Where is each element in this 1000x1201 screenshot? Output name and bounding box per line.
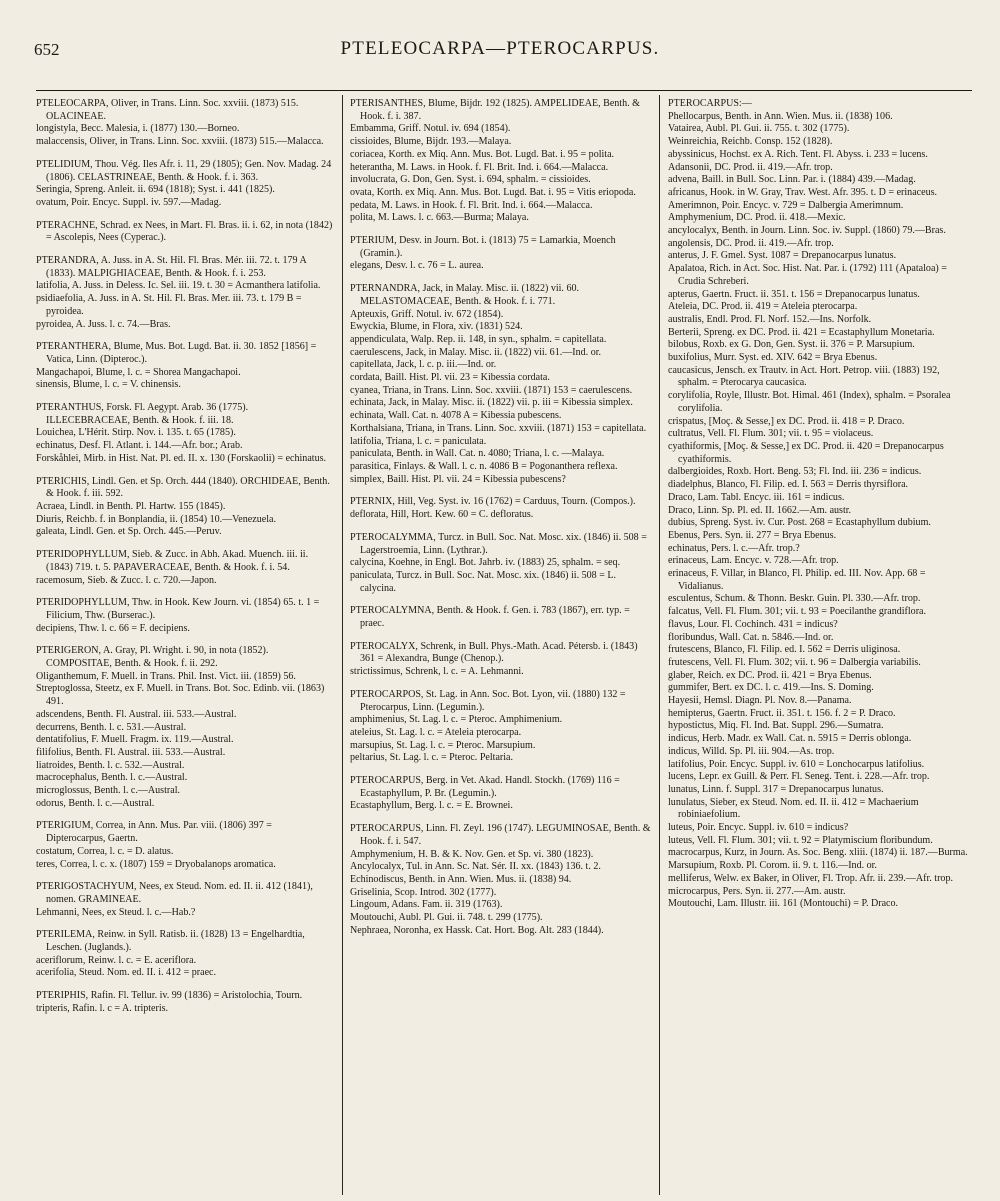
entry-heading: PTERIGIUM, Correa, in Ann. Mus. Par. viii. (1806) 397 = Dipterocarpus, Gaertn. [36, 820, 272, 845]
entry-heading: PTERIDOPHYLLUM, Sieb. & Zucc. in Abh. Akad. Muench. iii. ii. (1843) 719. t. 5. PAPAVERACEAE, Benth. & Hook. f. i. 54. [36, 549, 309, 573]
entry-line: paniculata, Turcz. in Bull. Soc. Nat. Mosc. xix. (1846) ii. 508 = L. calycina. [350, 569, 617, 594]
entry-heading: PTEROCARPUS, Berg. in Vet. Akad. Handl. Stockh. (1769) 116 = Ecastaphyllum, P. Br. (Legumin.). [350, 775, 620, 799]
entry-heading: PTERIGERON, A. Gray, Pl. Wright. i. 90, in nota (1852). COMPOSITAE, Benth. & Hook. f. ii. 292. [36, 645, 269, 670]
dictionary-entry [36, 929, 333, 980]
entry-line: Phellocarpus, Benth. in Ann. Wien. Mus. ii. (1838) 106. [668, 110, 893, 122]
entry-heading: PTERANTHUS, Forsk. Fl. Aegypt. Arab. 36 (1775). ILLECEBRACEAE, Benth. & Hook. f. iii. 18. [36, 402, 249, 426]
entry-line: glaber, Reich. ex DC. Prod. ii. 421 = Brya Ebenus. [668, 669, 872, 681]
entry-line: Draco, Lam. Tabl. Encyc. iii. 161 = indicus. [668, 491, 845, 503]
entry-line: malaccensis, Oliver, in Trans. Linn. Soc. xxviii. (1873) 515.—Malacca. [36, 136, 324, 148]
dictionary-entry [668, 98, 972, 911]
entry-heading: PTELIDIUM, Thou. Vég. Iles Afr. i. 11, 29 (1805); Gen. Nov. Madag. 24 (1806). CELASTRINEAE, Benth. & Hook. f. i. 363. [36, 158, 332, 183]
entry-line: angolensis, DC. Prod. ii. 419.—Afr. trop. [668, 237, 834, 249]
dictionary-entry [36, 549, 333, 587]
entry-line: echinata, Wall. Cat. n. 4078 A = Kibessia pubescens. [350, 410, 562, 422]
entry-line: echinatus, Desf. Fl. Atlant. i. 144.—Afr. bor.; Arab. [36, 440, 243, 452]
entry-line: Griselinia, Scop. Introd. 302 (1777). [350, 886, 497, 898]
entry-heading: PTERIPHIS, Rafin. Fl. Tellur. iv. 99 (1836) = Aristolochia, Tourn. [36, 990, 303, 1002]
entry-line: aceriflorum, Reinw. l. c. = E. aceriflora. [36, 954, 197, 966]
dictionary-entry [350, 641, 652, 679]
entry-line: lunatus, Linn. f. Suppl. 317 = Drepanocarpus lunatus. [668, 783, 884, 795]
entry-line: elegans, Desv. l. c. 76 = L. aurea. [350, 260, 484, 272]
dictionary-entry [36, 820, 333, 871]
entry-line: echinata, Jack, in Malay. Misc. ii. (1822) vii. p. iii = Kibessia simplex. [350, 397, 633, 409]
entry-line: Embamma, Griff. Notul. iv. 694 (1854). [350, 123, 511, 135]
entry-line: polita, M. Laws. l. c. 663.—Burma; Malaya. [350, 212, 529, 224]
entry-line: Moutouchi, Lam. Illustr. iii. 161 (Montouchi) = P. Draco. [668, 898, 899, 910]
entry-line: pyroidea, A. Juss. l. c. 74.—Bras. [36, 318, 171, 330]
entry-line: microcarpus, Pers. Syn. ii. 277.—Am. austr. [668, 885, 846, 897]
entry-line: Lehmanni, Nees, ex Steud. l. c.—Hab.? [36, 906, 196, 918]
dictionary-entry [36, 597, 333, 635]
entry-line: Moutouchi, Aubl. Pl. Gui. ii. 748. t. 299 (1775). [350, 912, 543, 924]
entry-line: odorus, Benth. l. c.—Austral. [36, 797, 155, 809]
entry-line: parasitica, Finlays. & Wall. l. c. n. 4086 B = Pogonanthera reflexa. [350, 460, 618, 472]
entry-line: flavus, Lour. Fl. Cochinch. 431 = indicus? [668, 618, 838, 630]
entry-line: Ewyckia, Blume, in Flora, xiv. (1831) 524. [350, 321, 523, 333]
entry-line: Lingoum, Adans. Fam. ii. 319 (1763). [350, 899, 503, 911]
entry-line: amphimenius, St. Lag. l. c. = Pteroc. Amphimenium. [350, 714, 563, 726]
entry-line: lunulatus, Sieber, ex Steud. Nom. ed. II. ii. 412 = Machaerium robiniaefolium. [668, 796, 919, 821]
dictionary-entry [36, 476, 333, 540]
entry-line: Oliganthemum, F. Muell. in Trans. Phil. Inst. Vict. iii. (1859) 56. [36, 670, 296, 682]
entry-line: racemosum, Sieb. & Zucc. l. c. 720.—Japon. [36, 574, 217, 586]
column-divider-2 [659, 95, 660, 1195]
dictionary-entry [36, 645, 333, 810]
entry-heading: PTERANTHERA, Blume, Mus. Bot. Lugd. Bat. ii. 30. 1852 [1856] = Vatica, Linn. (Dipteroc.). [36, 341, 317, 365]
entry-line: macrocarpus, Kurz, in Journ. As. Soc. Beng. xliii. (1874) ii. 187.—Burma. [668, 847, 968, 859]
entry-line: involucrata, G. Don, Gen. Syst. i. 694, sphalm. = cissioides. [350, 174, 591, 186]
entry-line: strictissimus, Schrenk, l. c. = A. Lehmanni. [350, 666, 524, 678]
entry-line: dentatifolius, F. Muell. Fragm. ix. 119.—Austral. [36, 734, 234, 746]
entry-line: bilobus, Roxb. ex G. Don, Gen. Syst. ii. 376 = P. Marsupium. [668, 339, 915, 351]
dictionary-entry [36, 990, 333, 1015]
dictionary-entry [350, 235, 652, 273]
entry-line: liatroides, Benth. l. c. 532.—Austral. [36, 759, 185, 771]
entry-line: Korthalsiana, Triana, in Trans. Linn. Soc. xxviii. (1871) 153 = capitellata. [350, 422, 647, 434]
entry-heading: PTERNANDRA, Jack, in Malay. Misc. ii. (1822) vii. 60. MELASTOMACEAE, Benth. & Hook. f. i. 771. [350, 283, 580, 307]
entry-line: falcatus, Vell. Fl. Flum. 301; vii. t. 93 = Poecilanthe grandiflora. [668, 606, 927, 618]
entry-heading: PTERANDRA, A. Juss. in A. St. Hil. Fl. Bras. Mér. iii. 72. t. 179 A (1833). MALPIGHIACEAE, Benth. & Hook. f. i. 253. [36, 255, 307, 279]
entry-line: Louichea, L'Hérit. Stirp. Nov. i. 135. t. 65 (1785). [36, 427, 236, 439]
entry-heading: PTERILEMA, Reinw. in Syll. Ratisb. ii. (1828) 13 = Engelhardtia, Leschen. (Juglands.). [36, 929, 305, 954]
running-head: PTELEOCARPA—PTEROCARPUS. [340, 38, 660, 59]
entry-line: coriacea, Korth. ex Miq. Ann. Mus. Bot. Lugd. Bat. i. 95 = polita. [350, 148, 615, 160]
entry-line: cyathiformis, [Moç. & Sesse,] ex DC. Prod. ii. 420 = Drepanocarpus cyathiformis. [668, 440, 944, 465]
entry-line: pedata, M. Laws. in Hook. f. Fl. Brit. Ind. i. 664.—Malacca. [350, 199, 593, 211]
entry-line: Diuris, Reichb. f. in Bonplandia, ii. (1854) 10.—Venezuela. [36, 513, 276, 525]
entry-line: latifolius, Poir. Encyc. Suppl. iv. 610 = Lonchocarpus latifolius. [668, 758, 925, 770]
entry-line: indicus, Herb. Madr. ex Wall. Cat. n. 5915 = Derris oblonga. [668, 733, 912, 745]
entry-line: melliferus, Welw. ex Baker, in Oliver, Fl. Trop. Afr. ii. 239.—Afr. trop. [668, 872, 953, 884]
dictionary-entry [350, 98, 652, 225]
entry-line: esculentus, Schum. & Thonn. Beskr. Guin. Pl. 330.—Afr. trop. [668, 593, 921, 605]
page-number: 652 [34, 40, 60, 59]
entry-line: galeata, Lindl. Gen. et Sp. Orch. 445.—Peruv. [36, 526, 222, 538]
entry-line: Streptoglossa, Steetz, ex F. Muell. in Trans. Bot. Soc. Edinb. vii. (1863) 491. [36, 683, 325, 708]
entry-line: cordata, Baill. Hist. Pl. vii. 23 = Kibessia cordata. [350, 372, 550, 384]
entry-line: dalbergioides, Roxb. Hort. Beng. 53; Fl. Ind. iii. 236 = indicus. [668, 466, 922, 478]
entry-heading: PTEROCALYMNA, Benth. & Hook. f. Gen. i. 783 (1867), err. typ. = praec. [350, 605, 630, 630]
entry-line: simplex, Baill. Hist. Pl. vii. 24 = Kibessia pubescens? [350, 473, 566, 485]
column-2 [350, 98, 652, 1196]
entry-line: Seringia, Spreng. Anleit. ii. 694 (1818); Syst. i. 441 (1825). [36, 184, 275, 196]
entry-line: adscendens, Benth. Fl. Austral. iii. 533.—Austral. [36, 708, 237, 720]
entry-line: decurrens, Benth. l. c. 531.—Austral. [36, 721, 187, 733]
entry-line: heterantha, M. Laws. in Hook. f. Fl. Brit. Ind. i. 664.—Malacca. [350, 161, 609, 173]
header-rule [36, 90, 972, 91]
entry-line: Apteuxis, Griff. Notul. iv. 672 (1854). [350, 308, 504, 320]
entry-line: appendiculata, Walp. Rep. ii. 148, in syn., sphalm. = capitellata. [350, 333, 607, 345]
entry-line: costatum, Correa, l. c. = D. alatus. [36, 845, 174, 857]
entry-line: Adansonii, DC. Prod. ii. 419.—Afr. trop. [668, 161, 833, 173]
entry-line: Amphymenium, H. B. & K. Nov. Gen. et Sp. vi. 380 (1823). [350, 848, 594, 860]
entry-line: Hayesii, Hemsl. Diagn. Pl. Nov. 8.—Panama. [668, 695, 852, 707]
entry-line: psidiaefolia, A. Juss. in A. St. Hil. Fl. Bras. Mer. iii. 73. t. 179 B = pyroidea. [36, 293, 302, 317]
entry-line: apterus, Gaertn. Fruct. ii. 351. t. 156 = Drepanocarpus lunatus. [668, 288, 920, 300]
entry-heading: PTEROCALYX, Schrenk, in Bull. Phys.-Math. Acad. Pétersb. i. (1843) 361 = Alexandra, Bunge (Chenop.). [350, 640, 638, 665]
entry-line: longistyla, Becc. Malesia, i. (1877) 130.—Borneo. [36, 123, 240, 135]
entry-line: australis, Endl. Prod. Fl. Norf. 152.—Ins. Norfolk. [668, 313, 872, 325]
entry-line: peltarius, St. Lag. l. c. = Pteroc. Peltaria. [350, 752, 514, 764]
column-1 [36, 98, 333, 1196]
entry-line: Berterii, Spreng. ex DC. Prod. ii. 421 = Ecastaphyllum Monetaria. [668, 326, 935, 338]
dictionary-entry [36, 255, 333, 331]
dictionary-entry [36, 881, 333, 919]
dictionary-entry [36, 159, 333, 210]
entry-line: lucens, Lepr. ex Guill. & Perr. Fl. Seneg. Tent. i. 228.—Afr. trop. [668, 771, 930, 783]
entry-line: frutescens, Blanco, Fl. Filip. ed. I. 562 = Derris uliginosa. [668, 644, 901, 656]
entry-line: advena, Baill. in Bull. Soc. Linn. Par. i. (1884) 439.—Madag. [668, 174, 916, 186]
dictionary-entry [350, 605, 652, 630]
entry-line: filifolius, Benth. Fl. Austral. iii. 533.—Austral. [36, 746, 226, 758]
dictionary-entry [350, 496, 652, 521]
dictionary-entry [350, 283, 652, 486]
entry-heading: PTERACHNE, Schrad. ex Nees, in Mart. Fl. Bras. ii. i. 62, in nota (1842) = Ascolepis, Nees (Cyperac.). [36, 219, 333, 244]
entry-line: diadelphus, Blanco, Fl. Filip. ed. I. 563 = Derris thyrsiflora. [668, 479, 909, 491]
entry-line: echinatus, Pers. l. c.—Afr. trop.? [668, 542, 800, 554]
entry-line: teres, Correa, l. c. x. (1807) 159 = Dryobalanops aromatica. [36, 858, 276, 870]
entry-line: Ebenus, Pers. Syn. ii. 277 = Brya Ebenus. [668, 529, 837, 541]
entry-line: anterus, J. F. Gmel. Syst. 1087 = Drepanocarpus lunatus. [668, 250, 897, 262]
dictionary-entry [36, 220, 333, 245]
entry-line: tripteris, Rafin. l. c = A. tripteris. [36, 1002, 169, 1014]
entry-line: Amerimnon, Poir. Encyc. v. 729 = Dalbergia Amerimnum. [668, 199, 904, 211]
column-3 [668, 98, 972, 1196]
entry-line: abyssinicus, Hochst. ex A. Rich. Tent. Fl. Abyss. i. 233 = lucens. [668, 148, 928, 160]
entry-line: Marsupium, Roxb. Pl. Corom. ii. 9. t. 116.—Ind. or. [668, 860, 877, 872]
entry-line: Vatairea, Aubl. Pl. Gui. ii. 755. t. 302 (1775). [668, 123, 850, 135]
entry-heading: PTEROCARPOS, St. Lag. in Ann. Soc. Bot. Lyon, vii. (1880) 132 = Pterocarpus, Linn. (Legumin.). [350, 688, 626, 713]
entry-line: cissioides, Blume, Bijdr. 193.—Malaya. [350, 136, 512, 148]
entry-line: Draco, Linn. Sp. Pl. ed. II. 1662.—Am. austr. [668, 504, 852, 516]
entry-line: microglossus, Benth. l. c.—Austral. [36, 785, 180, 797]
dictionary-entry [36, 341, 333, 392]
entry-heading: PTERIGOSTACHYUM, Nees, ex Steud. Nom. ed. II. ii. 412 (1841), nomen. GRAMINEAE. [36, 881, 313, 905]
entry-line: erinaceus, F. Villar, in Blanco, Fl. Philip. ed. III. Nov. App. 68 = Vidalianus. [668, 568, 926, 592]
entry-line: hypostictus, Miq. Fl. Ind. Bat. Suppl. 296.—Sumatra. [668, 720, 884, 732]
entry-line: luteus, Vell. Fl. Flum. 301; vii. t. 92 = Platymiscium floribundum. [668, 834, 933, 846]
entry-line: erinaceus, Lam. Encyc. v. 728.—Afr. trop. [668, 555, 839, 567]
entry-heading: PTERNIX, Hill, Veg. Syst. iv. 16 (1762) = Carduus, Tourn. (Compos.). [350, 496, 636, 508]
entry-line: frutescens, Vell. Fl. Flum. 302; vii. t. 96 = Dalbergia variabilis. [668, 656, 921, 668]
entry-heading: PTELEOCARPA, Oliver, in Trans. Linn. Soc. xxviii. (1873) 515. OLACINEAE. [36, 98, 299, 122]
entry-line: Forskåhlei, Mirb. in Hist. Nat. Pl. ed. II. x. 130 (Forskaolii) = echinatus. [36, 452, 327, 464]
entry-line: corylifolia, Royle, Illustr. Bot. Himal. 461 (Index), sphalm. = Psoralea corylifolia. [668, 390, 951, 414]
entry-line: indicus, Willd. Sp. Pl. iii. 904.—As. trop. [668, 745, 835, 757]
column-divider-1 [342, 95, 343, 1195]
entry-line: gummifer, Bert. ex DC. l. c. 419.—Ins. S. Doming. [668, 682, 874, 694]
entry-line: cultratus, Vell. Fl. Flum. 301; vii. t. 95 = violaceus. [668, 428, 874, 440]
entry-heading: PTERIDOPHYLLUM, Thw. in Hook. Kew Journ. vi. (1854) 65. t. 1 = Filicium, Thw. (Burserac.). [36, 597, 320, 621]
entry-line: decipiens, Thw. l. c. 66 = F. decipiens. [36, 622, 190, 634]
dictionary-entry [36, 402, 333, 466]
entry-heading: PTEROCARPUS:— [668, 98, 752, 109]
dictionary-entry [350, 532, 652, 596]
dictionary-entry [350, 689, 652, 765]
entry-line: calycina, Koehne, in Engl. Bot. Jahrb. iv. (1883) 25, sphalm. = seq. [350, 557, 621, 569]
entry-line: luteus, Poir. Encyc. Suppl. iv. 610 = indicus? [668, 822, 849, 834]
entry-line: acerifolia, Steud. Nom. ed. II. i. 412 = praec. [36, 967, 217, 979]
entry-line: ovatum, Poir. Encyc. Suppl. iv. 597.—Madag. [36, 196, 222, 208]
entry-line: sinensis, Blume, l. c. = V. chinensis. [36, 379, 181, 391]
entry-line: ancylocalyx, Benth. in Journ. Linn. Soc. iv. Suppl. (1860) 79.—Bras. [668, 225, 946, 237]
entry-line: latifolia, Triana, l. c. = paniculata. [350, 435, 487, 447]
dictionary-entry [350, 823, 652, 937]
entry-line: latifolia, A. Juss. in Deless. Ic. Sel. iii. 19. t. 30 = Acmanthera latifolia. [36, 280, 321, 292]
entry-line: capitellata, Jack, l. c. p. iii.—Ind. or. [350, 359, 497, 371]
entry-line: Amphymenium, DC. Prod. ii. 418.—Mexic. [668, 212, 846, 224]
entry-line: buxifolius, Murr. Syst. ed. XIV. 642 = Brya Ebenus. [668, 352, 878, 364]
entry-heading: PTERICHIS, Lindl. Gen. et Sp. Orch. 444 (1840). ORCHIDEAE, Benth. & Hook. f. iii. 592. [36, 475, 330, 500]
entry-line: caerulescens, Jack, in Malay. Misc. ii. (1822) vii. 61.—Ind. or. [350, 346, 602, 358]
entry-line: Apalatoa, Rich. in Act. Soc. Hist. Nat. Par. i. (1792) 111 (Apataloa) = Crudia Schreberi. [668, 263, 947, 287]
entry-line: floribundus, Wall. Cat. n. 5846.—Ind. or. [668, 631, 834, 643]
entry-line: cyanea, Triana, in Trans. Linn. Soc. xxviii. (1871) 153 = caerulescens. [350, 384, 633, 396]
entry-line: Nephraea, Noronha, ex Hassk. Cat. Hort. Bog. Alt. 283 (1844). [350, 924, 604, 936]
entry-heading: PTERISANTHES, Blume, Bijdr. 192 (1825). AMPELIDEAE, Benth. & Hook. f. i. 387. [350, 98, 640, 122]
entry-line: paniculata, Benth. in Wall. Cat. n. 4080; Triana, l. c. —Malaya. [350, 448, 605, 460]
entry-line: marsupius, St. Lag. l. c. = Pteroc. Marsupium. [350, 739, 536, 751]
entry-line: Ancylocalyx, Tul. in Ann. Sc. Nat. Sér. II. xx. (1843) 136. t. 2. [350, 861, 601, 873]
entry-heading: PTEROCARPUS, Linn. Fl. Zeyl. 196 (1747). LEGUMINOSAE, Benth. & Hook. f. i. 547. [350, 823, 651, 847]
entry-line: ovata, Korth. ex Miq. Ann. Mus. Bot. Lugd. Bat. i. 95 = Vitis eriopoda. [350, 186, 636, 198]
entry-line: Echinodiscus, Benth. in Ann. Wien. Mus. ii. (1838) 94. [350, 873, 572, 885]
entry-line: dubius, Spreng. Syst. iv. Cur. Post. 268 = Ecastaphyllum dubium. [668, 517, 931, 529]
entry-line: Weinreichia, Reichb. Consp. 152 (1828). [668, 136, 833, 148]
entry-line: caucasicus, Jensch. ex Trautv. in Act. Hort. Petrop. viii. (1883) 192, sphalm. = Pterocarya caucasica. [668, 364, 940, 389]
entry-line: ateleius, St. Lag. l. c. = Ateleia pterocarpa. [350, 726, 522, 738]
entry-line: hemipterus, Gaertn. Fruct. ii. 351. t. 156. f. 2 = P. Draco. [668, 707, 896, 719]
entry-line: deflorata, Hill, Hort. Kew. 60 = C. defloratus. [350, 509, 534, 521]
entry-line: crispatus, [Moç. & Sesse,] ex DC. Prod. ii. 418 = P. Draco. [668, 415, 905, 427]
entry-line: Mangachapoi, Blume, l. c. = Shorea Mangachapoi. [36, 366, 241, 378]
entry-heading: PTEROCALYMMA, Turcz. in Bull. Soc. Nat. Mosc. xix. (1846) ii. 508 = Lagerstroemia, Linn. (Lythrar.). [350, 531, 647, 556]
entry-line: Acraea, Lindl. in Benth. Pl. Hartw. 155 (1845). [36, 500, 226, 512]
entry-line: Ecastaphyllum, Berg. l. c. = E. Brownei. [350, 800, 513, 812]
entry-heading: PTERIUM, Desv. in Journ. Bot. i. (1813) 75 = Lamarkia, Moench (Gramin.). [350, 235, 616, 259]
entry-line: africanus, Hook. in W. Gray, Trav. West. Afr. 395. t. D = erinaceus. [668, 186, 938, 198]
entry-line: macrocephalus, Benth. l. c.—Austral. [36, 772, 188, 784]
dictionary-entry [350, 775, 652, 813]
entry-line: Ateleia, DC. Prod. ii. 419 = Ateleia pterocarpa. [668, 301, 858, 313]
dictionary-entry [36, 98, 333, 149]
